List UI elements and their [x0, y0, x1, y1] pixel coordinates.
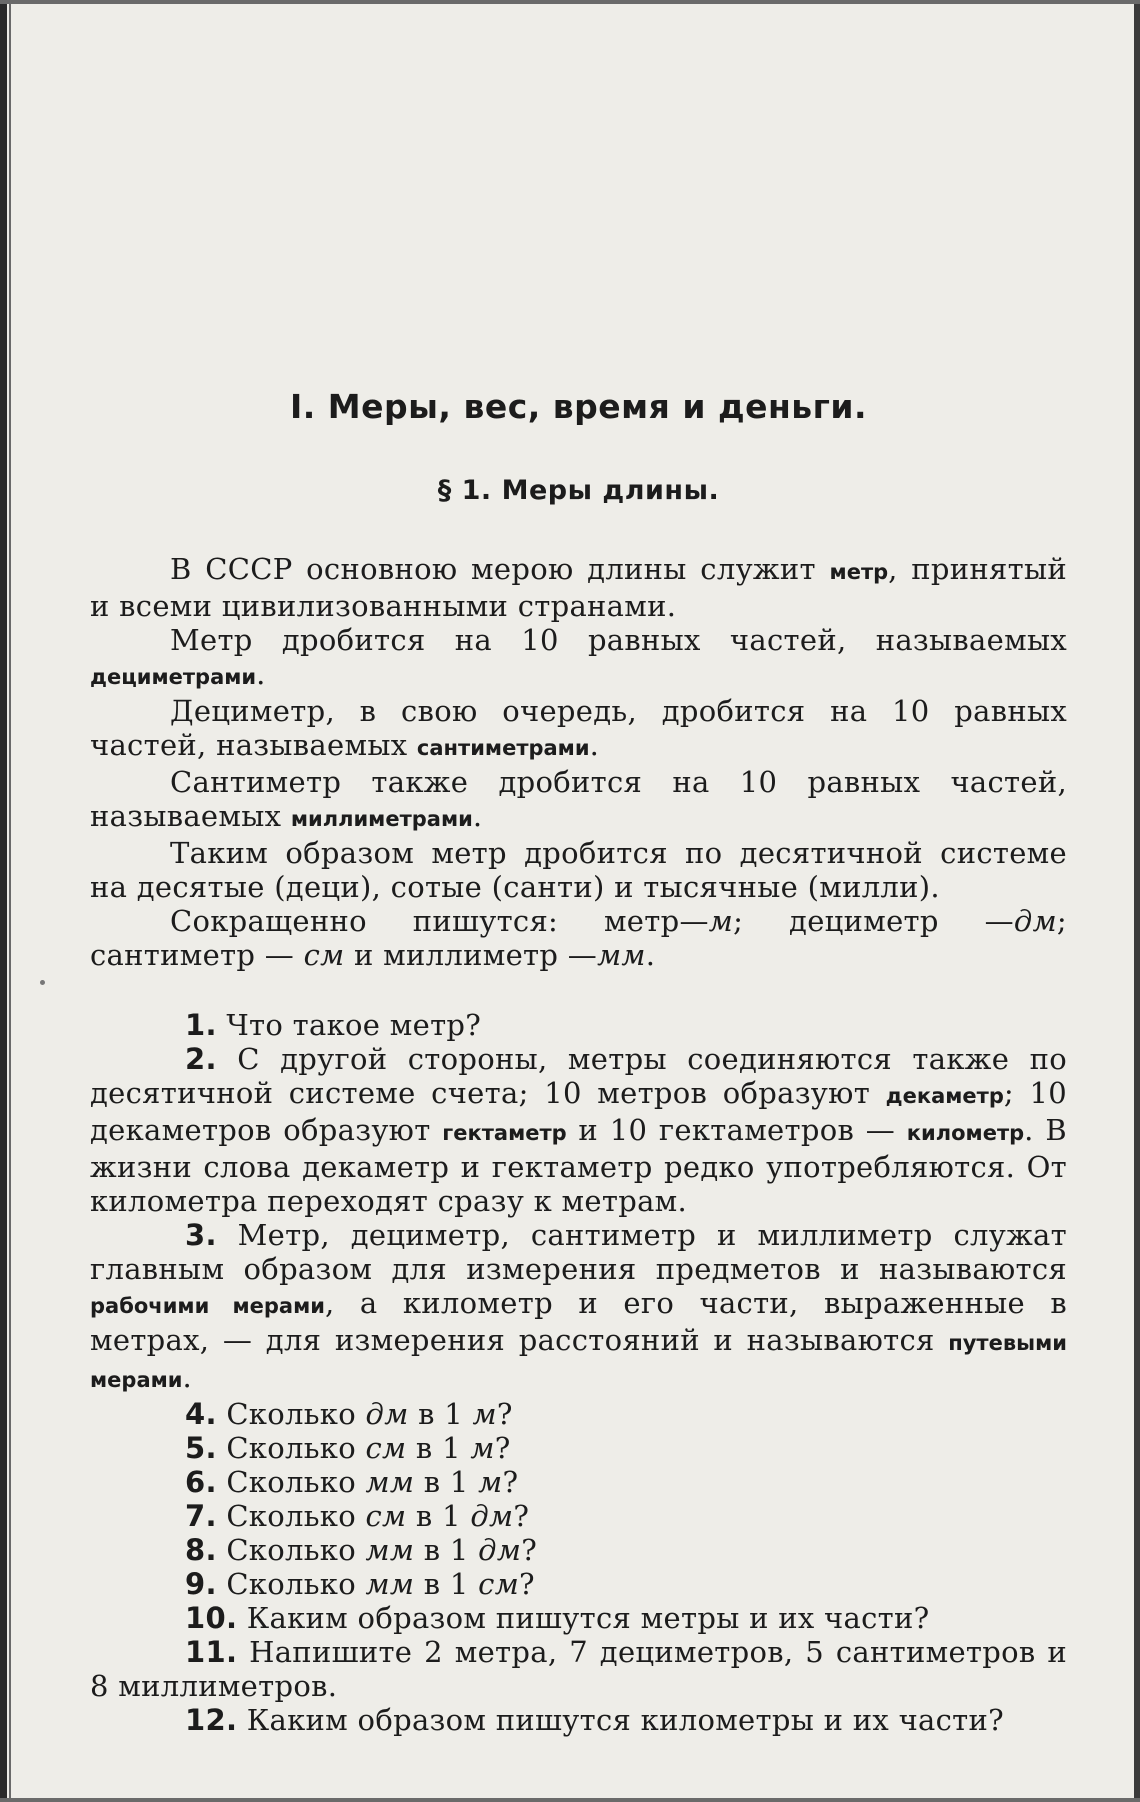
- page-edge-left-line: [9, 0, 11, 1802]
- question-9: 9. Сколько мм в 1 см?: [185, 1567, 535, 1601]
- questions-list: [90, 1008, 1067, 1737]
- page-content: [90, 387, 1068, 1737]
- term: сантиметрами: [416, 736, 590, 760]
- paragraph-abbreviations: Сокращенно пишутся: метр—м; дециметр —дм; сантиметр — см и миллиметр —мм.: [90, 904, 1067, 972]
- page-edge-left: [0, 0, 7, 1802]
- section-title: § 1. Меры длины.: [437, 475, 720, 506]
- question-6: 6. Сколько мм в 1 м?: [185, 1465, 519, 1499]
- question-10: 10. Каким образом пишутся метры и их части?: [185, 1601, 930, 1635]
- question-3: 3. Метр, дециметр, сантиметр и миллиметр служат главным образом для измерения предметов и называются рабочими мерами, а километр и его части, выраженные в метрах, — для измерения расстояний и называются путевыми мерами.: [90, 1218, 1067, 1394]
- term: дециметрами: [90, 665, 257, 689]
- question-1: 1. Что такое метр?: [185, 1008, 482, 1042]
- paragraph-2: Метр дробится на 10 равных частей, называемых дециметрами.: [90, 623, 1067, 691]
- print-speck: [40, 980, 45, 985]
- question-11: 11. Напишите 2 метра, 7 дециметров, 5 сантиметров и 8 миллиметров.: [90, 1635, 1067, 1703]
- paragraph-1: В СССР основною мерою длины служит метр, принятый и всеми цивилизованными странами.: [90, 552, 1068, 623]
- question-4: 4. Сколько дм в 1 м?: [185, 1397, 513, 1431]
- question-5: 5. Сколько см в 1 м?: [185, 1431, 511, 1465]
- paragraph-5: Таким образом метр дробится по десятичной системе на десятые (деци), сотые (санти) и тысячные (милли).: [90, 836, 1067, 904]
- paragraph-3: Дециметр, в свою очередь, дробится на 10 равных частей, называемых сантиметрами.: [90, 694, 1067, 762]
- question-7: 7. Сколько см в 1 дм?: [185, 1499, 530, 1533]
- question-12: 12. Каким образом пишутся километры и их части?: [185, 1703, 1004, 1737]
- paragraph-4: Сантиметр также дробится на 10 равных частей, называемых миллиметрами.: [90, 765, 1067, 833]
- term: метр: [829, 560, 889, 584]
- page-edge-bottom: [0, 1798, 1140, 1802]
- page-edge-right: [1134, 0, 1140, 1802]
- question-8: 8. Сколько мм в 1 дм?: [185, 1533, 538, 1567]
- chapter-title: I. Меры, вес, время и деньги.: [289, 387, 868, 426]
- term: миллиметрами: [290, 807, 473, 831]
- page-edge-top: [0, 0, 1140, 4]
- question-2: 2. С другой стороны, метры соединяются также по десятичной системе счета; 10 метров образуют декаметр; 10 декаметров образуют гектаметр и 10 гектаметров — километр. В жизни слова декаметр и гектаметр редко употребляются. От километра переходят сразу к метрам.: [90, 1042, 1068, 1218]
